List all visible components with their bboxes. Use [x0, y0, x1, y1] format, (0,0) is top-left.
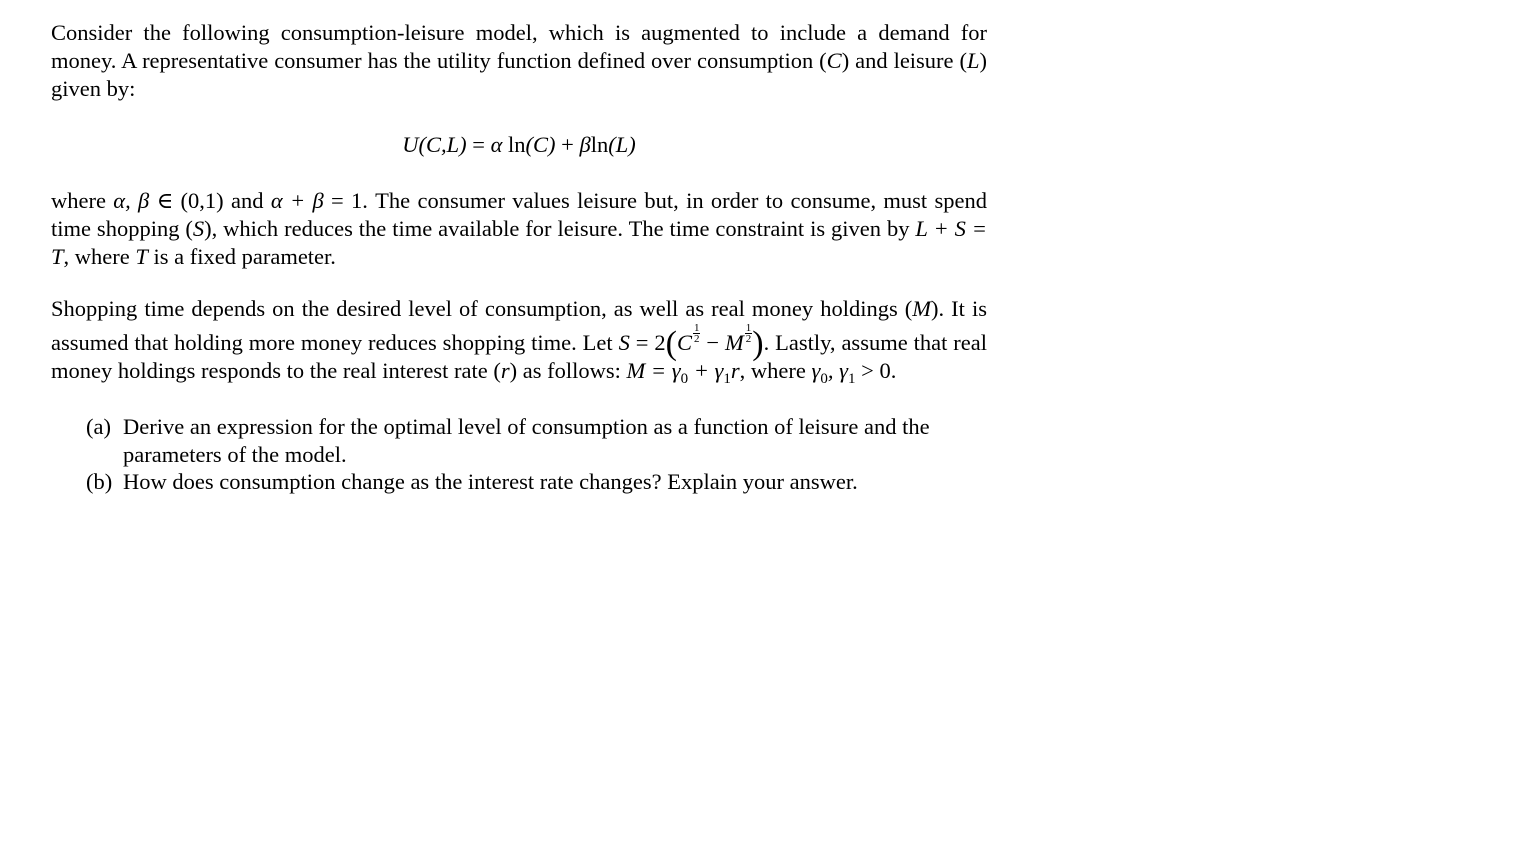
positivity-condition: > 0.	[855, 358, 897, 383]
beta-symbol: β	[579, 132, 591, 157]
utility-equation	[51, 131, 987, 159]
subscript: 1	[848, 371, 856, 387]
symbol-shopping: S	[192, 216, 205, 241]
gamma-symbol: , γ	[827, 358, 848, 383]
constraints-text: where	[51, 188, 114, 213]
shopping-text: . Lastly, assume that real money holdings responds to the real interest rate (	[51, 330, 987, 383]
exponent-denominator: 2	[745, 333, 752, 345]
constraints-text: , where	[63, 244, 136, 269]
symbol-consumption: C	[676, 330, 692, 355]
ln-argument: (L)	[608, 132, 636, 157]
shopping-text: , where	[739, 358, 812, 383]
question-list	[51, 413, 987, 496]
symbol-shopping: S	[618, 330, 630, 355]
exponent-numerator: 1	[693, 322, 700, 334]
money-equation: + γ	[688, 358, 724, 383]
paren-open: (	[665, 325, 677, 362]
time-constraint: L + S = T	[51, 216, 987, 269]
symbol-consumption: C	[826, 48, 842, 73]
symbol-interest-rate: r	[500, 358, 510, 383]
paren-close: )	[752, 325, 764, 362]
intro-text: ) given by:	[51, 48, 987, 101]
question-marker: (a)	[86, 414, 111, 439]
question-text: How does consumption change as the interest rate changes? Explain your answer.	[123, 469, 858, 494]
equals-sign: =	[466, 132, 491, 157]
symbol-leisure: L	[966, 48, 980, 73]
intro-text: Consider the following consumption-leisure model, which is augmented to include a demand for money. A representative consumer has the utility function defined over consumption (	[51, 20, 987, 73]
exponent-numerator: 1	[745, 322, 752, 334]
alpha-beta-sum: α + β	[270, 188, 324, 213]
subscript: 1	[723, 371, 731, 387]
alpha-beta-symbols: α, β	[113, 188, 150, 213]
question-item	[51, 468, 987, 496]
question-text: Derive an expression for the optimal level of consumption as a function of leisure and the parameters of the model.	[123, 414, 930, 467]
ln-argument: (C)	[525, 132, 556, 157]
exponent-denominator: 2	[693, 333, 700, 345]
subscript: 0	[680, 371, 689, 387]
constraints-text: ), which reduces the time available for leisure. The time constraint is given by	[204, 216, 916, 241]
constraints-text: = 1. The consumer values leisure but, in order to consume, must spend time shopping (	[51, 188, 987, 241]
symbol-money: M	[725, 330, 744, 355]
constraints-paragraph	[51, 187, 987, 271]
constraints-text: ∈ (0,1) and	[149, 188, 271, 213]
utility-lhs: U(C,L)	[402, 132, 467, 157]
question-marker: (b)	[86, 469, 113, 494]
intro-paragraph	[51, 19, 987, 103]
alpha-symbol: α	[490, 132, 503, 157]
ln-operator: ln	[590, 132, 609, 157]
plus-sign: +	[555, 132, 580, 157]
shopping-text: Shopping time depends on the desired level of consumption, as well as real money holdings (	[51, 296, 913, 321]
problem-document	[51, 19, 987, 496]
shopping-text: ) as follows:	[509, 358, 627, 383]
question-item	[51, 413, 987, 468]
intro-text: ) and leisure (	[841, 48, 967, 73]
shopping-eq-prefix: = 2	[629, 330, 666, 355]
shopping-paragraph	[51, 295, 987, 385]
symbol-money: M	[912, 296, 932, 321]
minus-sign: −	[700, 330, 725, 355]
ln-operator: ln	[502, 132, 526, 157]
constraints-text: is a fixed parameter.	[147, 244, 336, 269]
shopping-text: ). It is assumed that holding more money reduces shopping time. Let	[51, 296, 987, 355]
symbol-interest-rate: r	[730, 358, 740, 383]
gamma-symbol: γ	[811, 358, 821, 383]
symbol-time: T	[135, 244, 148, 269]
money-equation: M = γ	[626, 358, 681, 383]
subscript: 0	[820, 371, 828, 387]
